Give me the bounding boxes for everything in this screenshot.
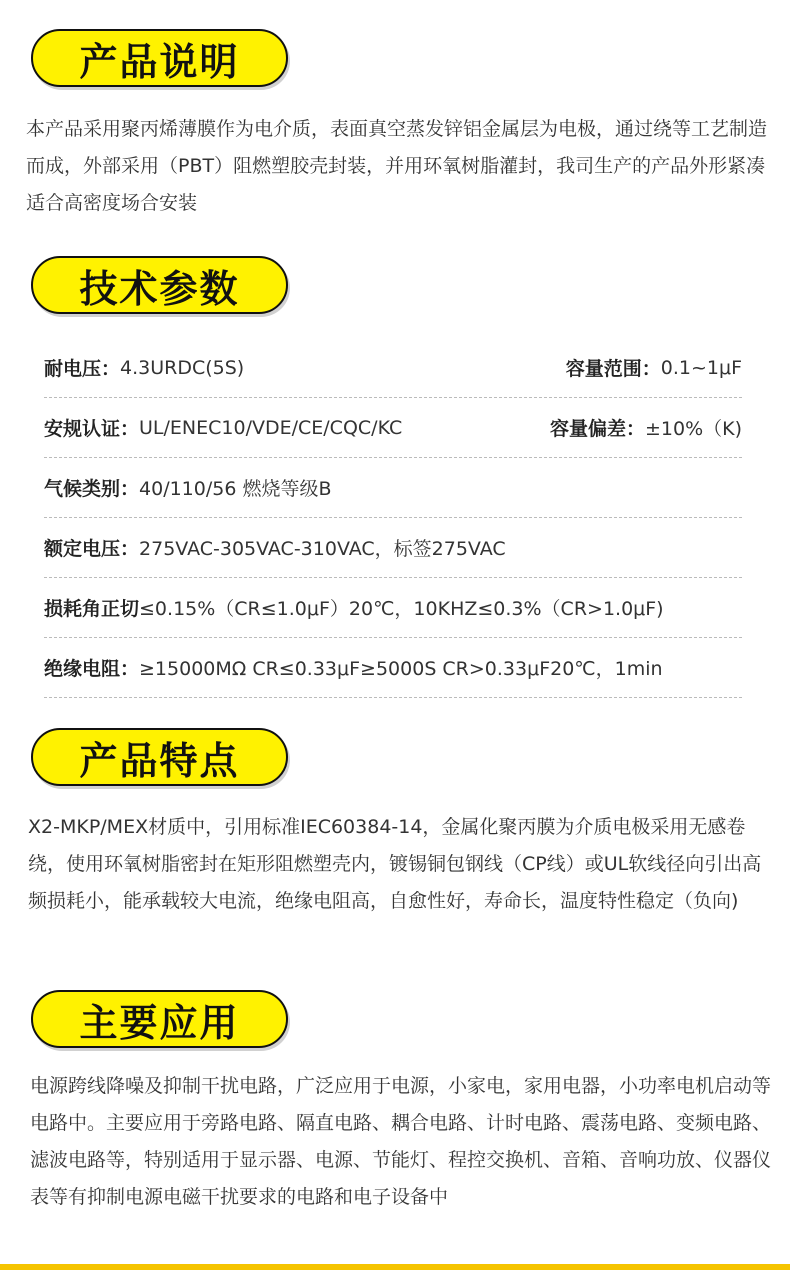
spec-item-capacity-range xyxy=(566,354,742,381)
spec-item-withstand xyxy=(44,354,244,381)
spec-value: 275VAC-305VAC-310VAC，标签275VAC xyxy=(139,538,506,560)
spec-item-certification xyxy=(44,414,402,441)
spec-label: 绝缘电阻： xyxy=(44,658,140,680)
spec-label: 额定电压： xyxy=(44,538,140,560)
description-text: 本产品采用聚丙烯薄膜作为电介质，表面真空蒸发锌铝金属层为电极，通过绕等工艺制造而成，外部采用（PBT）阻燃塑胶壳封装，并用环氧树脂灌封，我司生产的产品外形紧凑适合高密度场合安装 xyxy=(26,118,768,214)
spec-item-loss-tangent xyxy=(44,594,664,621)
spec-value: 4.3URDC(5S) xyxy=(120,356,245,379)
spec-row-voltage-withstand xyxy=(44,338,742,398)
spec-value: 0.1~1μF xyxy=(660,356,742,379)
spec-value: ≤0.15%（CR≤1.0μF）20℃，10KHZ≤0.3%（CR>1.0μF) xyxy=(139,598,664,620)
spec-value: ≥15000MΩ CR≤0.33μF≥5000S CR>0.33μF20℃，1min xyxy=(139,658,663,680)
bottom-accent-bar xyxy=(0,1264,790,1270)
section-title-applications: 主要应用 xyxy=(31,990,288,1048)
spec-item-insulation xyxy=(44,654,663,681)
spec-row-certification xyxy=(44,398,742,458)
spec-row-loss-tangent xyxy=(44,578,742,638)
spec-label: 安规认证： xyxy=(44,418,140,440)
spec-item-tolerance xyxy=(550,414,742,441)
spec-item-climate xyxy=(44,474,332,501)
spec-label: 气候类别： xyxy=(44,478,140,500)
spec-row-climate xyxy=(44,458,742,518)
spec-row-insulation xyxy=(44,638,742,698)
features-text: X2-MKP/MEX材质中，引用标准IEC60384-14，金属化聚丙膜为介质电极采用无感卷绕，使用环氧树脂密封在矩形阻燃塑壳内，镀锡铜包钢线（CP线）或UL软线径向引出高频损耗小，能承载较大电流，绝缘电阻高，自愈性好，寿命长，温度特性稳定（负向) xyxy=(28,816,762,912)
spec-value: 40/110/56 燃烧等级B xyxy=(139,478,332,500)
section-title-description: 产品说明 xyxy=(31,29,288,87)
spec-label: 容量范围： xyxy=(565,358,661,380)
spec-item-rated-voltage xyxy=(44,534,506,561)
spec-label: 耐电压： xyxy=(44,358,121,380)
spec-label: 容量偏差： xyxy=(549,418,645,440)
section-title-specs: 技术参数 xyxy=(31,256,288,314)
applications-text: 电源跨线降噪及抑制干扰电路，广泛应用于电源，小家电，家用电器，小功率电机启动等电路中。主要应用于旁路电路、隔直电路、耦合电路、计时电路、震荡电路、变频电路、滤波电路等，特别适用于显示器、电源、节能灯、程控交换机、音箱、音响功放、仪器仪表等有抑制电源电磁干扰要求的电路和电子设备中 xyxy=(30,1075,772,1208)
spec-value: ±10%（K) xyxy=(644,418,742,440)
spec-table xyxy=(44,338,742,698)
section-title-features: 产品特点 xyxy=(31,728,288,786)
spec-label: 损耗角正切 xyxy=(44,598,140,620)
spec-row-rated-voltage xyxy=(44,518,742,578)
spec-value: UL/ENEC10/VDE/CE/CQC/KC xyxy=(139,416,403,439)
